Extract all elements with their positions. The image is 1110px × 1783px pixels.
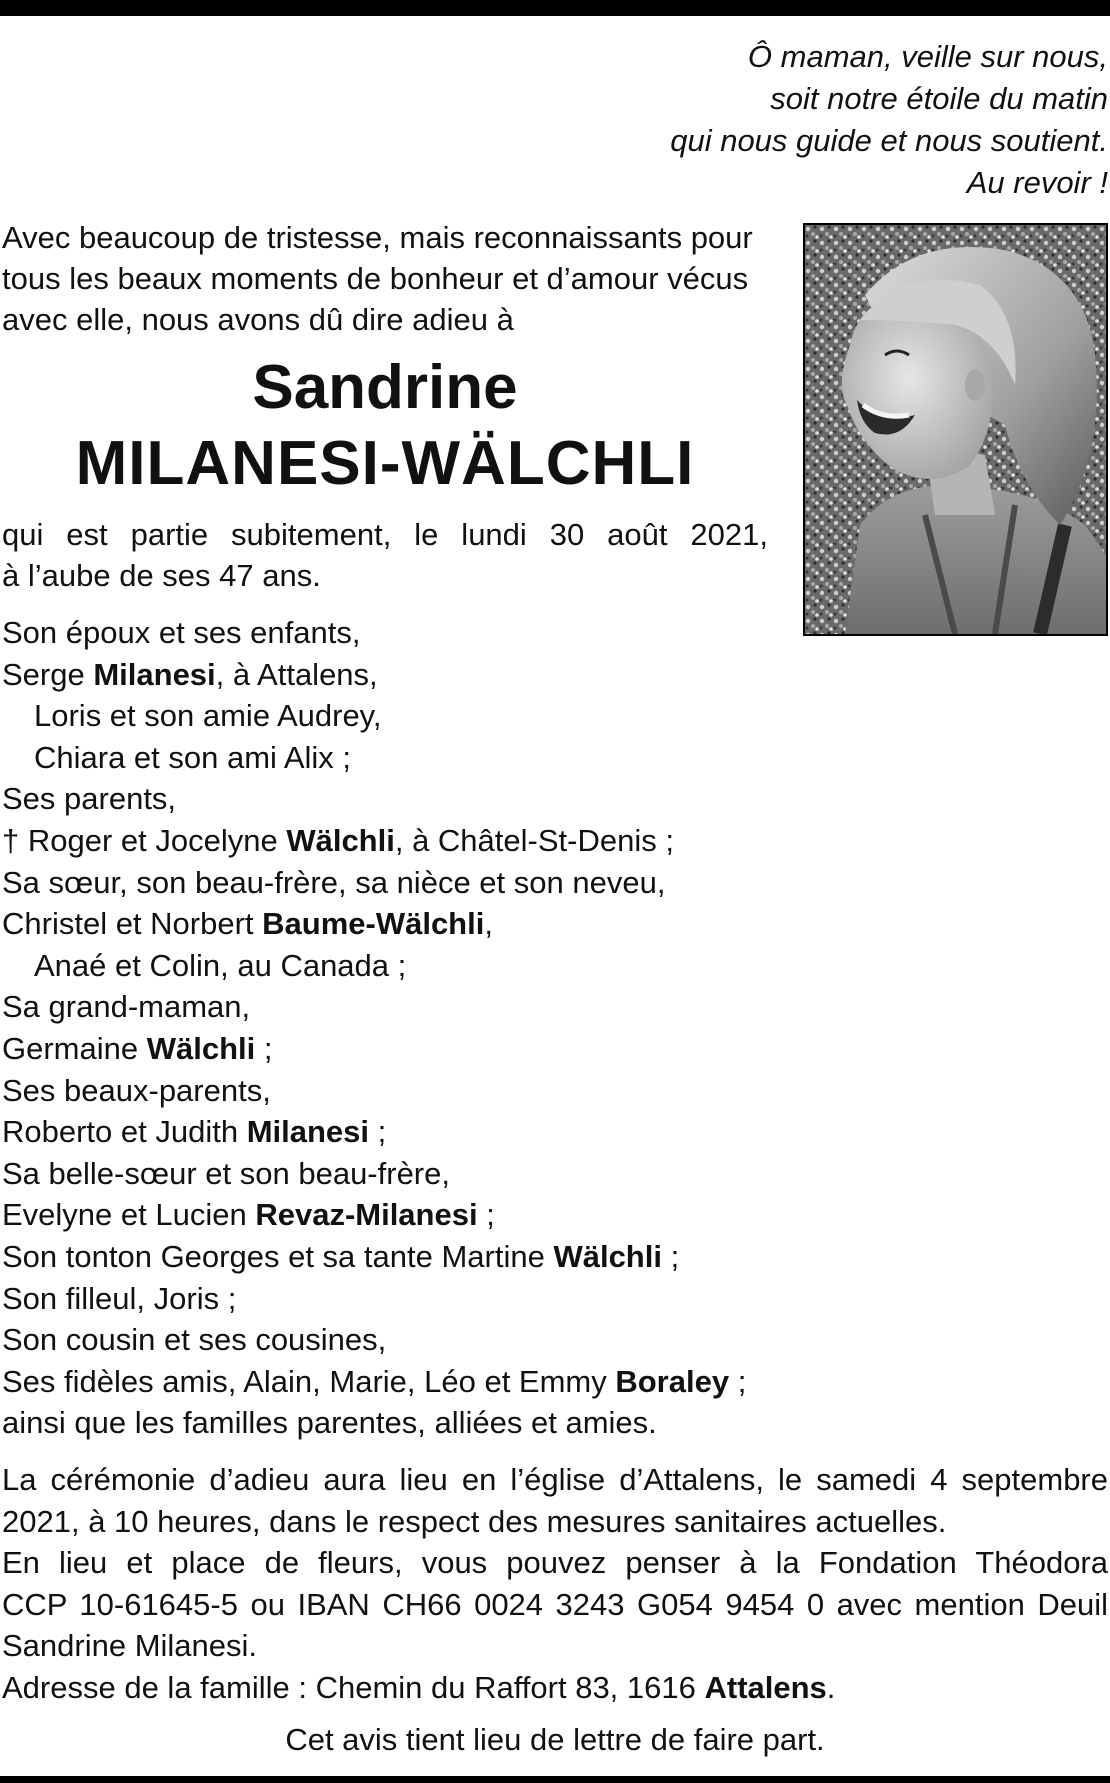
passing-paragraph: [2, 514, 768, 596]
family-member-line: [2, 1070, 902, 1112]
deceased-name: [0, 350, 770, 502]
family-surname: Wälchli: [553, 1238, 662, 1274]
deceased-last-name: MILANESI-WÄLCHLI: [75, 429, 695, 498]
family-member-line: [2, 1361, 902, 1403]
epigraph-poem: [408, 36, 1108, 204]
family-line-text: Ses beaux-parents,: [2, 1072, 271, 1108]
family-line-text: † Roger et Jocelyne: [2, 822, 287, 858]
family-surname: Revaz-Milanesi: [255, 1197, 478, 1233]
top-border-rule: [0, 0, 1110, 16]
epigraph-line: Ô maman, veille sur nous,: [747, 39, 1108, 74]
family-line-text: Chiara et son ami Alix ;: [34, 739, 352, 775]
family-line-text: Sa grand-maman,: [2, 989, 251, 1025]
family-member-line: [2, 1402, 902, 1444]
epigraph-line: qui nous guide et nous soutient.: [670, 123, 1108, 158]
family-line-text: Ses fidèles amis, Alain, Marie, Léo et Emmy: [2, 1363, 616, 1399]
family-line-text: Sa belle-sœur et son beau-frère,: [2, 1155, 450, 1191]
family-line-text: Christel et Norbert: [2, 906, 263, 942]
family-member-line: [2, 737, 902, 779]
family-member-line: [2, 1111, 902, 1153]
family-surname: Wälchli: [286, 822, 395, 858]
portrait-photo: [803, 223, 1108, 636]
epigraph-line: Au revoir !: [966, 165, 1108, 200]
family-surname: Milanesi: [93, 656, 216, 692]
family-member-line: [2, 1153, 902, 1195]
family-member-line: [2, 986, 902, 1028]
passing-line: à l’aube de ses 47 ans.: [2, 558, 321, 593]
ceremony-line: 2021, à 10 heures, dans le respect des mesures sanitaires actuelles.: [2, 1503, 947, 1539]
donation-line: CCP 10-61645-5 ou IBAN CH66 0024 3243 G054 9454 0 avec mention Deuil: [2, 1586, 1108, 1622]
address-end: .: [826, 1669, 836, 1705]
epigraph-line: soit notre étoile du matin: [770, 81, 1108, 116]
family-line-text: Sa sœur, son beau-frère, sa nièce et son neveu,: [2, 864, 666, 900]
family-line-suffix: ;: [477, 1197, 495, 1233]
ceremony-line: La cérémonie d’adieu aura lieu en l’église d’Attalens, le samedi 4 septembre: [2, 1462, 1108, 1497]
family-member-line: [2, 695, 902, 737]
deceased-first-name: Sandrine: [252, 353, 518, 422]
family-surname: Wälchli: [146, 1030, 256, 1066]
family-line-text: Son époux et ses enfants,: [2, 615, 361, 650]
family-line-suffix: , à Châtel-St-Denis ;: [394, 822, 674, 858]
family-surname: Boraley: [615, 1363, 730, 1399]
family-member-line: [2, 945, 902, 987]
family-member-line: [2, 1194, 902, 1236]
family-member-line: [2, 820, 902, 862]
family-line-suffix: ;: [661, 1238, 680, 1274]
family-surname: Baume-Wälchli: [262, 906, 485, 942]
passing-line: qui est partie subitement, le lundi 30 août 2021,: [2, 517, 768, 552]
bottom-border-rule: [0, 1776, 1110, 1783]
family-member-line: [2, 1236, 902, 1278]
family-member-line: [2, 778, 902, 820]
family-line-suffix: , à Attalens,: [215, 656, 378, 692]
family-list: [2, 612, 902, 1444]
family-line-text: Roberto et Judith: [2, 1114, 247, 1150]
family-line-text: Son tonton Georges et sa tante Martine: [2, 1238, 554, 1274]
intro-line: tous les beaux moments de bonheur et d’amour vécus: [2, 261, 749, 296]
family-line-text: ainsi que les familles parentes, alliées et amies.: [2, 1405, 657, 1441]
family-member-line: [2, 612, 902, 654]
address-text: Adresse de la famille : Chemin du Raffort 83, 1616: [2, 1669, 705, 1705]
family-member-line: [2, 862, 902, 904]
family-line-text: Son filleul, Joris ;: [2, 1280, 237, 1316]
ceremony-paragraph: [2, 1459, 1108, 1708]
address-town: Attalens: [704, 1669, 827, 1705]
closing-note: Cet avis tient lieu de lettre de faire part.: [285, 1722, 825, 1757]
family-line-suffix: ;: [255, 1030, 273, 1066]
family-line-text: Anaé et Colin, au Canada ;: [34, 947, 407, 983]
family-line-text: Ses parents,: [2, 781, 177, 817]
family-line-text: Germaine: [2, 1030, 147, 1066]
family-member-line: [2, 1278, 902, 1320]
intro-line: Avec beaucoup de tristesse, mais reconnaissants pour: [2, 220, 753, 255]
intro-paragraph: [2, 217, 772, 340]
family-member-line: [2, 1028, 902, 1070]
family-line-text: Evelyne et Lucien: [2, 1197, 256, 1233]
donation-line: En lieu et place de fleurs, vous pouvez penser à la Fondation Théodora: [2, 1545, 1108, 1580]
intro-line: avec elle, nous avons dû dire adieu à: [2, 302, 514, 337]
family-line-suffix: ,: [484, 906, 493, 942]
family-line-text: Serge: [2, 656, 94, 692]
family-member-line: [2, 903, 902, 945]
family-line-text: Loris et son amie Audrey,: [34, 698, 382, 734]
family-surname: Milanesi: [246, 1114, 370, 1150]
family-line-text: Son cousin et ses cousines,: [2, 1322, 387, 1358]
family-address: [2, 1667, 1108, 1709]
family-member-line: [2, 654, 902, 696]
family-line-suffix: ;: [369, 1114, 387, 1150]
family-line-suffix: ;: [729, 1363, 747, 1399]
donation-line: Sandrine Milanesi.: [2, 1628, 258, 1663]
family-member-line: [2, 1319, 902, 1361]
